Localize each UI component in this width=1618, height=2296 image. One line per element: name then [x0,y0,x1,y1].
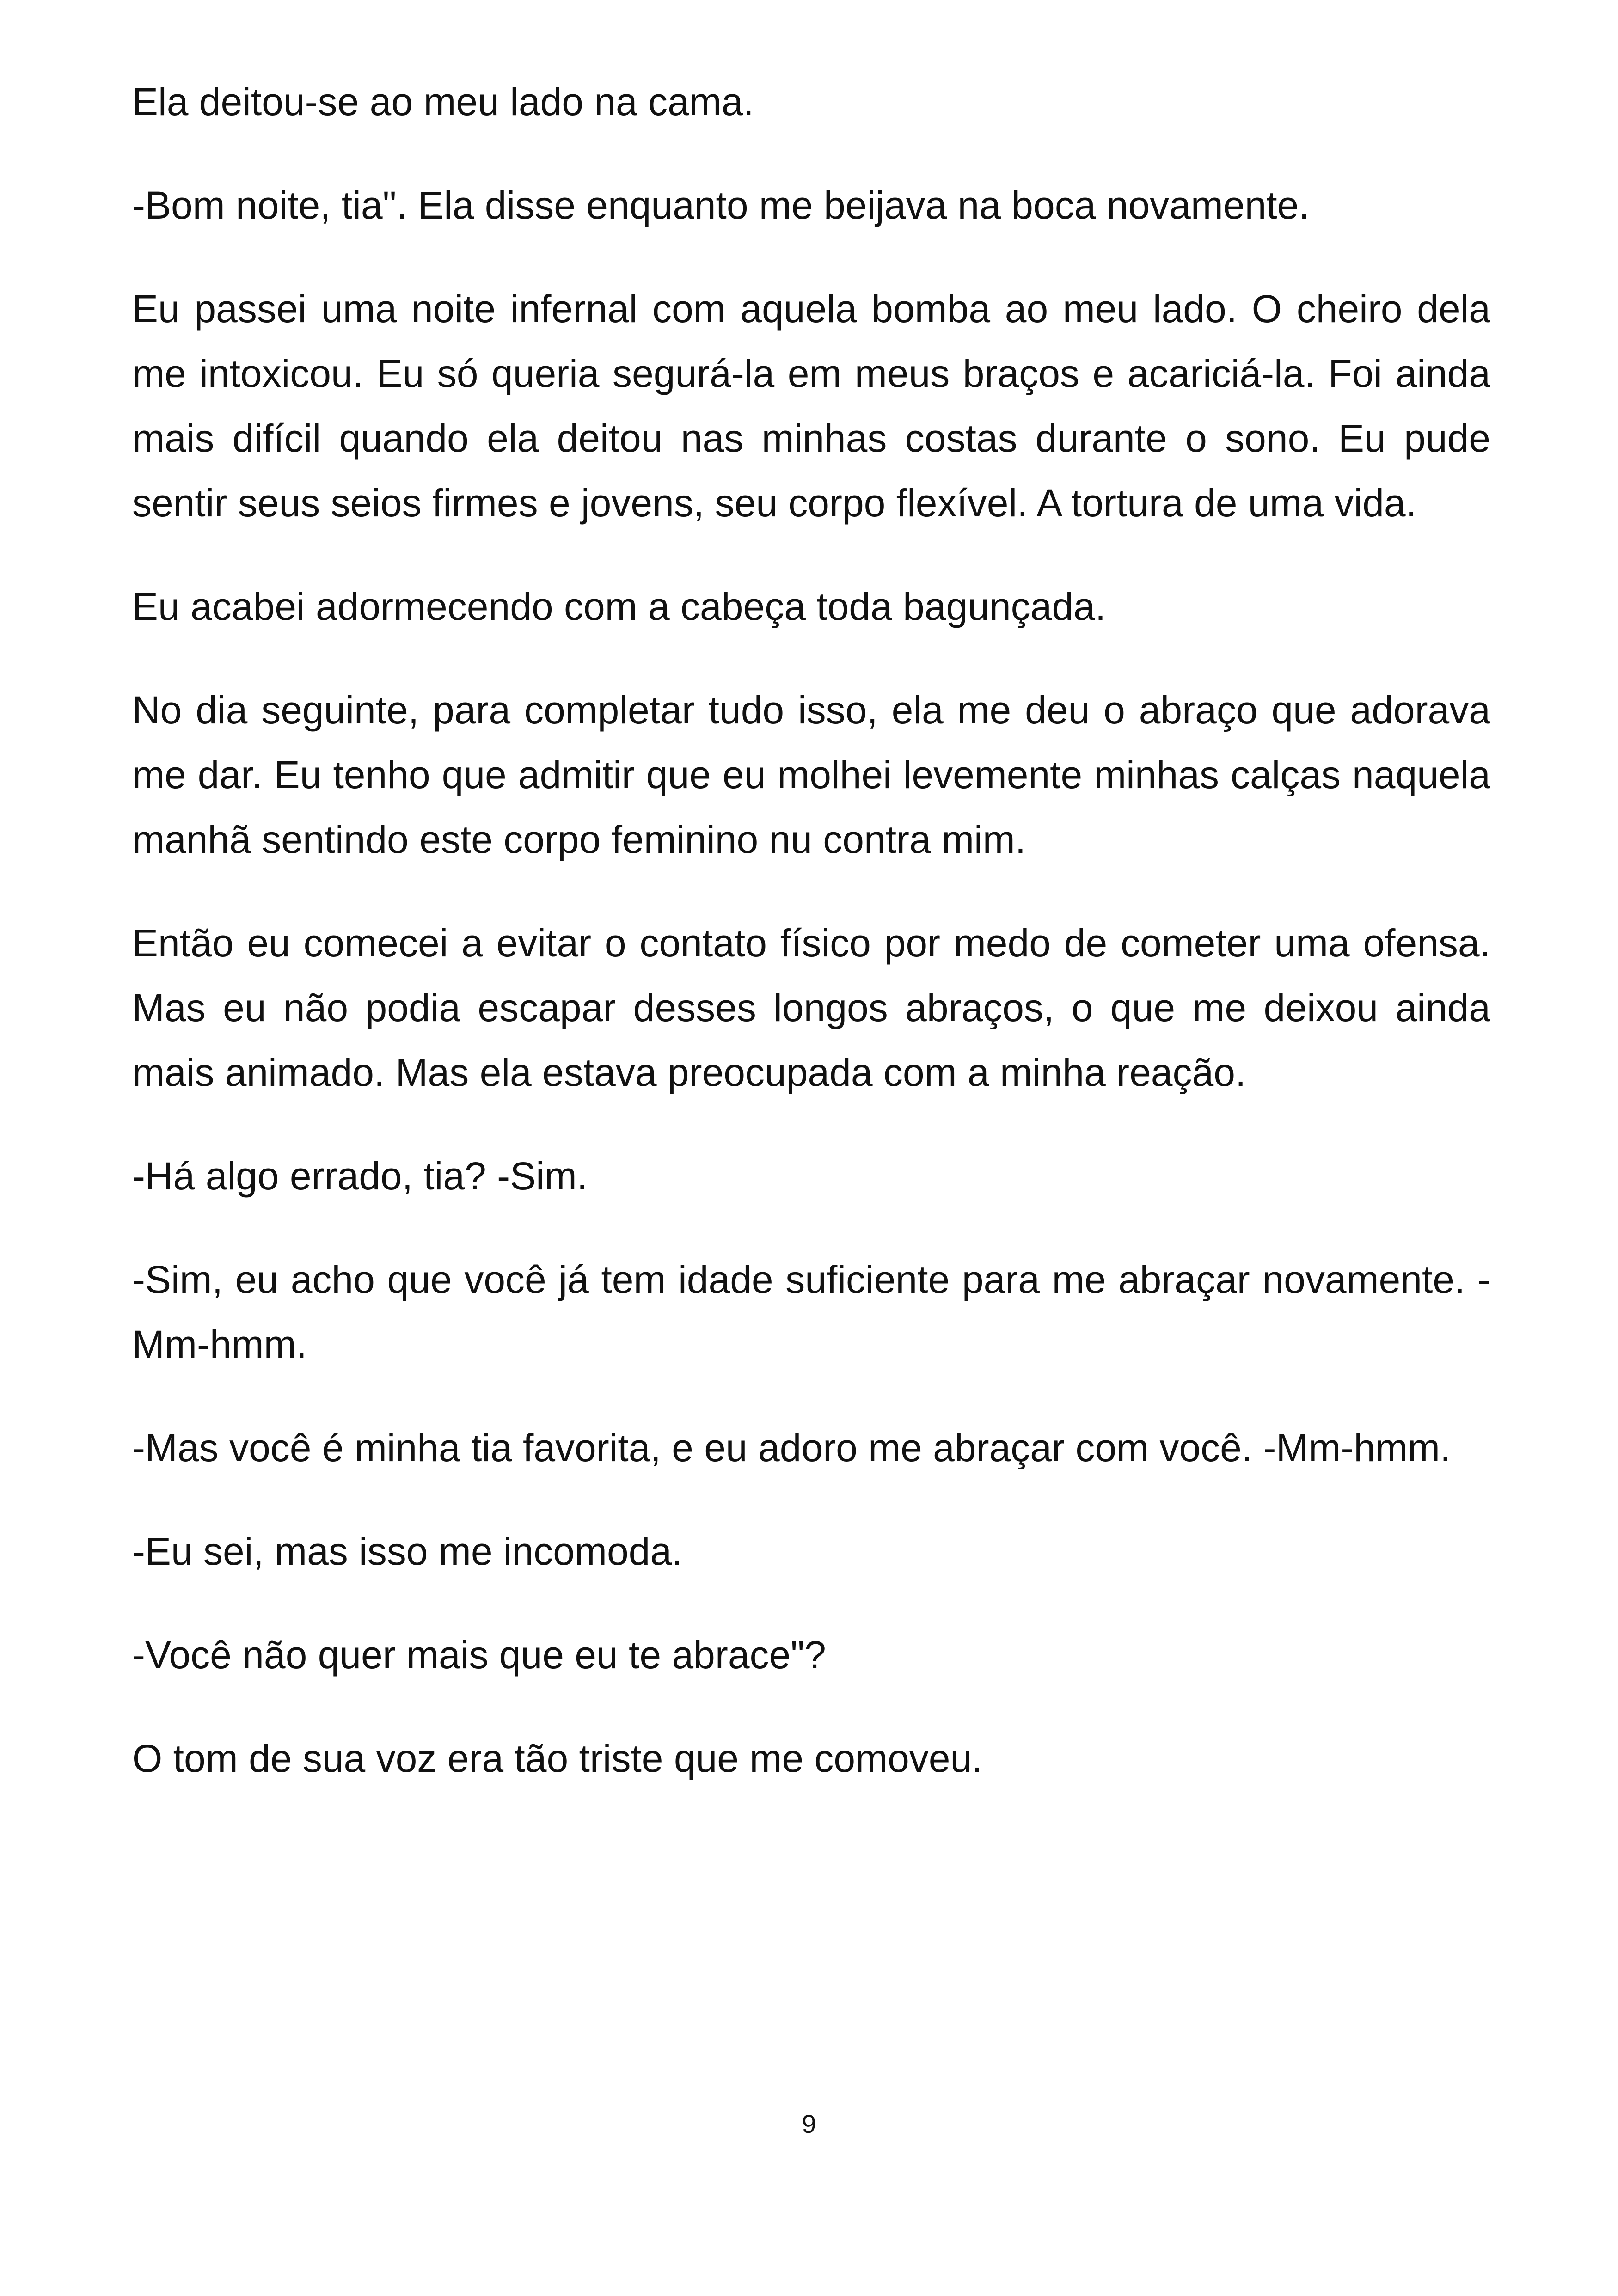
paragraph-7: -Há algo errado, tia? -Sim. [132,1154,588,1198]
paragraph-1: Ela deitou-se ao meu lado na cama. [132,80,754,123]
paragraph-5: No dia seguinte, para completar tudo isso, ela me deu o abraço que adorava me dar. Eu tenho que admitir que eu molhei levemente minhas calças naquela manhã sentindo este corpo feminino nu contra mim. [132,688,1490,861]
paragraph-6: Então eu comecei a evitar o contato físico por medo de cometer uma ofensa. Mas eu não podia escapar desses longos abraços, o que me deixou ainda mais animado. Mas ela estava preocupada com a minha reação. [132,921,1490,1094]
body-text [132,69,1490,1830]
paragraph-4: Eu acabei adormecendo com a cabeça toda bagunçada. [132,585,1106,628]
paragraph-3: Eu passei uma noite infernal com aquela bomba ao meu lado. O cheiro dela me intoxicou. Eu só queria segurá-la em meus braços e acariciá-la. Foi ainda mais difícil quando ela deitou nas minhas costas durante o sono. Eu pude sentir seus seios firmes e jovens, seu corpo flexível. A tortura de uma vida. [132,287,1490,525]
page-number: 9 [802,2109,816,2138]
paragraph-12: O tom de sua voz era tão triste que me comoveu. [132,1737,983,1780]
paragraph-11: -Você não quer mais que eu te abrace"? [132,1633,826,1677]
paragraph-10: -Eu sei, mas isso me incomoda. [132,1530,683,1573]
paragraph-8: -Sim, eu acho que você já tem idade suficiente para me abraçar novamente. -Mm-hmm. [132,1258,1490,1366]
paragraph-9: -Mas você é minha tia favorita, e eu adoro me abraçar com você. -Mm-hmm. [132,1426,1451,1469]
paragraph-2: -Bom noite, tia". Ela disse enquanto me beijava na boca novamente. [132,184,1310,227]
